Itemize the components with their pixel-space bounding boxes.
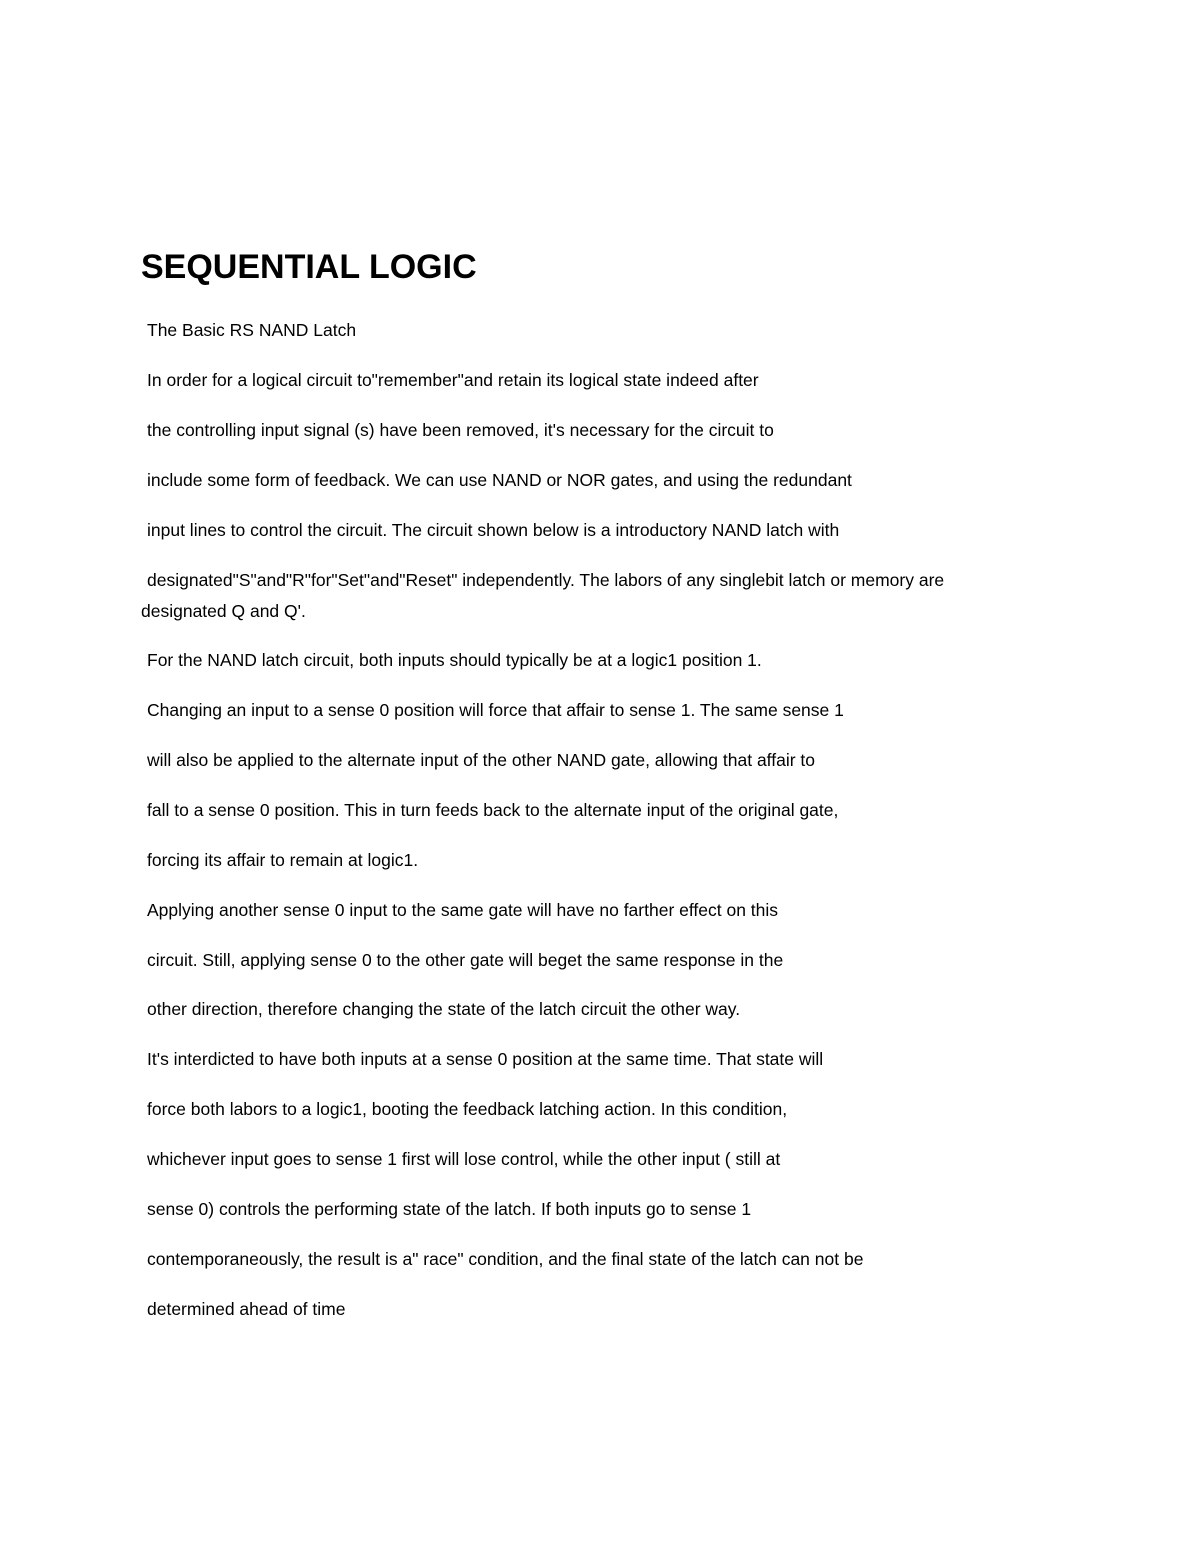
- body-line: circuit. Still, applying sense 0 to the other gate will beget the same response in the: [147, 950, 784, 970]
- body-line: sense 0) controls the performing state of the latch. If both inputs go to sense 1: [147, 1199, 752, 1219]
- body-line: input lines to control the circuit. The circuit shown below is a introductory NAND latch with: [147, 520, 840, 540]
- body-line: will also be applied to the alternate input of the other NAND gate, allowing that affair to: [147, 750, 815, 770]
- body-line: forcing its affair to remain at logic1.: [147, 850, 419, 870]
- body-line: It's interdicted to have both inputs at a sense 0 position at the same time. That state will: [147, 1049, 824, 1069]
- body-line: Applying another sense 0 input to the same gate will have no farther effect on this: [147, 900, 779, 920]
- body-line: other direction, therefore changing the state of the latch circuit the other way.: [147, 999, 741, 1019]
- section-heading: The Basic RS NAND Latch: [147, 320, 357, 340]
- body-line: whichever input goes to sense 1 first will lose control, while the other input ( still at: [147, 1149, 781, 1169]
- body-line: fall to a sense 0 position. This in turn feeds back to the alternate input of the original gate,: [147, 800, 839, 820]
- body-line: contemporaneously, the result is a" race" condition, and the final state of the latch can not be: [147, 1249, 864, 1269]
- body-line: For the NAND latch circuit, both inputs should typically be at a logic1 position 1.: [147, 650, 762, 670]
- body-line: the controlling input signal (s) have been removed, it's necessary for the circuit to: [147, 420, 774, 440]
- body-line: In order for a logical circuit to"remember"and retain its logical state indeed after: [147, 370, 759, 390]
- body-line: designated Q and Q'.: [141, 601, 306, 621]
- body-line: include some form of feedback. We can use NAND or NOR gates, and using the redundant: [147, 470, 852, 490]
- body-line: force both labors to a logic1, booting the feedback latching action. In this condition,: [147, 1099, 788, 1119]
- body-line: designated"S"and"R"for"Set"and"Reset" independently. The labors of any singlebit latch or memory are: [147, 570, 945, 590]
- body-line: Changing an input to a sense 0 position will force that affair to sense 1. The same sense 1: [147, 700, 844, 720]
- body-line: determined ahead of time: [147, 1299, 346, 1319]
- page-title: SEQUENTIAL LOGIC: [141, 248, 477, 286]
